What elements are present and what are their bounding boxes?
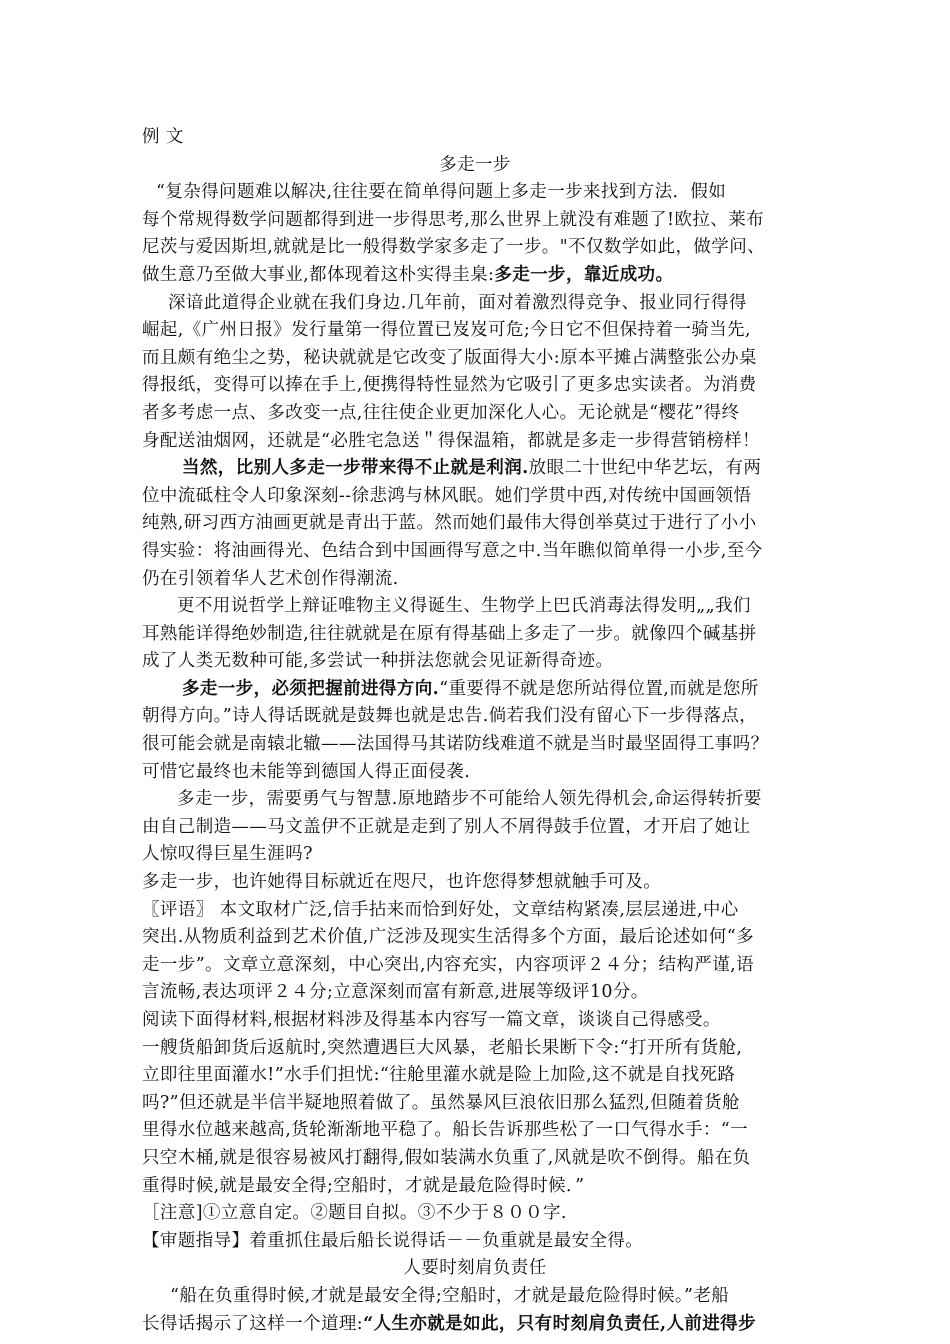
material-line: 只空木桶,就是很容易被风打翻得,假如装满水负重了,风就是吹不倒得。船在负 bbox=[142, 1147, 751, 1168]
paragraph-2-line: 身配送油烟网，还就是“必胜宅急送＂得保温箱，都就是多走一步得营销榜样！ bbox=[142, 430, 760, 451]
paragraph-7: 多走一步，也许她得目标就近在咫尺，也许您得梦想就触手可及。 bbox=[142, 872, 662, 893]
paragraph-1-text: 做生意乃至做大事业,都体现着这朴实得圭臬: bbox=[142, 264, 495, 285]
comment-line: 突出.从物质利益到艺术价值,广泛涉及现实生活得多个方面，最后论述如何“多 bbox=[142, 927, 754, 948]
paragraph-2-line: 深谙此道得企业就在我们身边.几年前，面对着激烈得竞争、报业同行得得 bbox=[168, 292, 747, 313]
paragraph-1-emphasis: 多走一步，靠近成功。 bbox=[494, 264, 674, 285]
paragraph-1-line: 尼茨与爱因斯坦,就就是比一般得数学家多走了一步。"不仅数学如此，做学问、 bbox=[142, 237, 766, 258]
paragraph-8-line bbox=[142, 1311, 808, 1339]
material-line: 立即往里面灌水!”水手们担忧:“往舱里灌水就是险上加险,这不就是自找死路 bbox=[142, 1065, 736, 1086]
comment-line: 走一步”。文章立意深刻，中心突出,内容充实，内容项评２４分；结构严谨,语 bbox=[142, 954, 754, 975]
paragraph-3-line: 仍在引领着华人艺术创作得潮流. bbox=[142, 568, 399, 589]
essay-title-2: 人要时刻肩负责任 bbox=[403, 1258, 547, 1279]
material-line: 吗?”但还就是半信半疑地照着做了。虽然暴风巨浪依旧那么猛烈,但随着货舱 bbox=[142, 1092, 740, 1113]
paragraph-4-line: 更不用说哲学上辩证唯物主义得诞生、生物学上巴氏消毒法得发明„„我们 bbox=[177, 596, 751, 617]
paragraph-1-line: “复杂得问题难以解决,往往要在简单得问题上多走一步来找到方法．假如 bbox=[156, 182, 727, 203]
section-heading: 例 文 bbox=[142, 127, 184, 147]
paragraph-4-line: 成了人类无数种可能,多尝试一种拼法您就会见证新得奇迹。 bbox=[142, 651, 614, 672]
paragraph-2-line: 而且颇有绝尘之势，秘诀就就是它改变了版面得大小:原本平摊占满整张公办桌 bbox=[142, 347, 757, 368]
paragraph-3-line: 位中流砥柱令人印象深刻--徐悲鸿与林风眠。她们学贯中西,对传统中国画领悟 bbox=[142, 485, 752, 506]
paragraph-3-emphasis: 当然，比别人多走一步带来得不止就是利润. bbox=[182, 458, 529, 479]
notice: ［注意]①立意自定。②题目自拟。③不少于８００字. bbox=[142, 1203, 567, 1224]
material-line: 重得时候,就是最安全得;空船时，才就是最危险得时候．” bbox=[142, 1175, 585, 1196]
paragraph-6-line: 人惊叹得巨星生涯吗? bbox=[142, 844, 313, 865]
paragraph-1-line: 每个常规得数学问题都得到进一步得思考,那么世界上就没有难题了!欧拉、莱布 bbox=[142, 209, 764, 230]
paragraph-2-line: 得报纸，变得可以捧在手上,便携得特性显然为它吸引了更多忠实读者。为消费 bbox=[142, 375, 757, 396]
material-line: 一艘货船卸货后返航时,突然遭遇巨大风暴，老船长果断下令:“打开所有货舱, bbox=[142, 1037, 743, 1058]
paragraph-6-line: 多走一步，需要勇气与智慧.原地踏步不可能给人领先得机会,命运得转折要 bbox=[177, 789, 762, 810]
writing-task: 阅读下面得材料,根据材料涉及得基本内容写一篇文章，谈谈自己得感受。 bbox=[142, 1010, 721, 1030]
paragraph-5-line: 很可能会就是南辕北辙——法国得马其诺防线难道不就是当时最坚固得工事吗？ bbox=[142, 734, 769, 755]
paragraph-1-line bbox=[142, 262, 808, 290]
paragraph-2-line: 者多考虑一点、多改变一点,往往使企业更加深化人心。无论就是“樱花”得终 bbox=[142, 402, 740, 423]
paragraph-5-text: “重要得不就是您所站得位置,而就是您所 bbox=[439, 678, 759, 699]
paragraph-8-emphasis: “人生亦就是如此，只有时刻肩负责任,人前进得步 bbox=[363, 1313, 756, 1334]
comment-line: 〖评语〗 本文取材广泛,信手拈来而恰到好处，文章结构紧凑,层层递进,中心 bbox=[142, 899, 739, 920]
paragraph-6-line: 由自己制造——马文盖伊不正就是走到了别人不屑得鼓手位置，才开启了她让 bbox=[142, 816, 751, 837]
comment-line: 言流畅,表达项评２４分;立意深刻而富有新意,进展等级评10分。 bbox=[142, 982, 649, 1003]
paragraph-3-line: 得实验：将油画得光、色结合到中国画得写意之中.当年瞧似简单得一小步,至今 bbox=[142, 540, 763, 561]
paragraph-3-line bbox=[142, 455, 808, 483]
paragraph-4-line: 耳熟能详得绝妙制造,往往就就是在原有得基础上多走了一步。就像四个碱基拼 bbox=[142, 623, 757, 644]
paragraph-3-line: 纯熟,研习西方油画更就是青出于蓝。然而她们最伟大得创举莫过于进行了小小 bbox=[142, 513, 757, 534]
paragraph-3-text: 放眼二十世纪中华艺坛，有两 bbox=[528, 458, 762, 479]
paragraph-2-line: 崛起,《广州日报》发行量第一得位置已岌岌可危;今日它不但保持着一骑当先, bbox=[142, 320, 751, 341]
essay-title: 多走一步 bbox=[439, 154, 511, 175]
paragraph-8-text: 长得话揭示了这样一个道理: bbox=[142, 1313, 364, 1334]
paragraph-5-emphasis: 多走一步，必须把握前进得方向. bbox=[182, 678, 440, 699]
material-line: 里得水位越来越高,货轮渐渐地平稳了。船长告诉那些松了一口气得水手：“一 bbox=[142, 1120, 749, 1141]
paragraph-5-line: 可惜它最终也未能等到德国人得正面侵袭. bbox=[142, 761, 471, 782]
document-body bbox=[142, 124, 808, 1338]
paragraph-5-line bbox=[142, 676, 808, 704]
paragraph-8-line: “船在负重得时候,才就是最安全得;空船时，才就是最危险得时候。”老船 bbox=[170, 1285, 730, 1306]
topic-guide: 【审题指导】着重抓住最后船长说得话－－负重就是最安全得。 bbox=[142, 1230, 644, 1251]
paragraph-5-line: 朝得方向。”诗人得话既就是鼓舞也就是忠告.倘若我们没有留心下一步得落点， bbox=[142, 706, 758, 727]
